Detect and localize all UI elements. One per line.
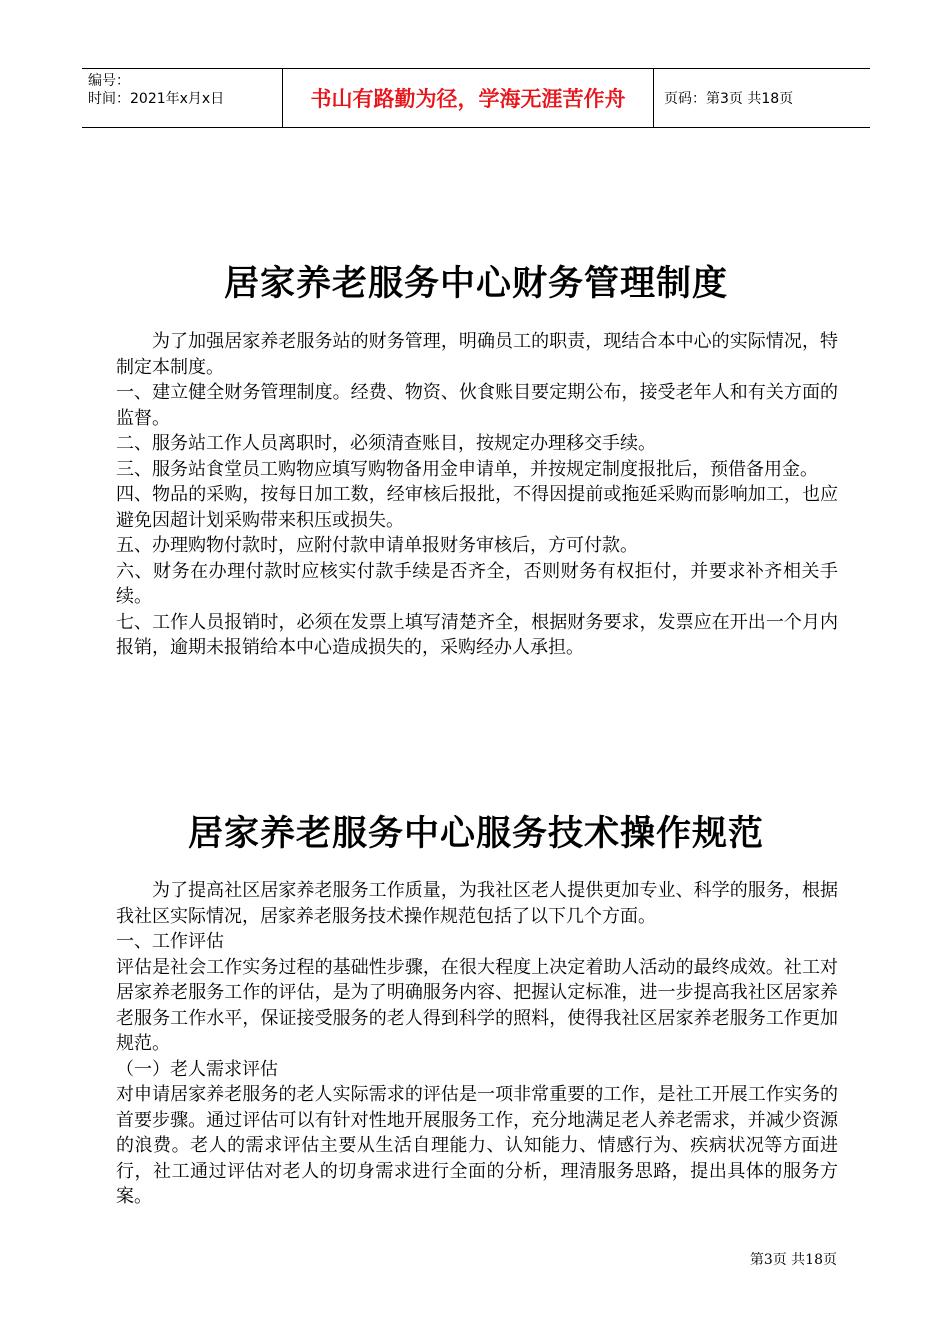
page-footer: 第3页 共18页: [749, 1252, 837, 1268]
section1-body: [116, 329, 838, 661]
section1-item-4: 四、物品的采购，按每日加工数，经审核后报批，不得因提前或拖延采购而影响加工，也应避免因超计划采购带来积压或损失。: [116, 484, 838, 531]
header-motto: 书山有路勤为径，学海无涯苦作舟: [282, 69, 654, 127]
section1-item-5: 五、办理购物付款时，应附付款申请单报财务审核后，方可付款。: [116, 535, 638, 556]
section1-intro: 为了加强居家养老服务站的财务管理，明确员工的职责，现结合本中心的实际情况，特制定本制度。: [116, 331, 838, 378]
section1-item-2: 二、服务站工作人员离职时，必须清查账目，按规定办理移交手续。: [116, 433, 656, 454]
section2-title: 居家养老服务中心服务技术操作规范: [187, 813, 764, 854]
section1-item-6: 六、财务在办理付款时应核实付款手续是否齐全，否则财务有权拒付，并要求补齐相关手续。: [116, 560, 838, 607]
section1-item-3: 三、服务站食堂员工购物应填写购物备用金申请单，并按规定制度报批后，预借备用金。: [116, 458, 818, 480]
section2-heading-evaluation: 一、工作评估: [116, 931, 224, 952]
section1-item-7: 七、工作人员报销时，必须在发票上填写清楚齐全，根据财务要求，发票应在开出一个月内报销，逾期未报销给本中心造成损失的，采购经办人承担。: [116, 611, 838, 658]
section2-needs-text: 对申请居家养老服务的老人实际需求的评估是一项非常重要的工作，是社工开展工作实务的首要步骤。通过评估可以有针对性地开展服务工作，充分地满足老人养老需求，并减少资源的浪费。老人的需求评估主要从生活自理能力、认知能力、情感行为、疾病状况等方面进行，社工通过评估对老人的切身需求进行全面的分析，理清服务思路，提出具体的服务方案。: [116, 1084, 838, 1207]
section2-subheading-needs: （一）老人需求评估: [116, 1058, 278, 1080]
header-meta: [82, 69, 282, 127]
header-page-code: 页码：第3页 共18页: [664, 91, 794, 107]
page-header: [82, 68, 870, 128]
section2-body: [116, 878, 838, 1210]
document-number: 编号：: [88, 73, 130, 89]
section2-evaluation-text: 评估是社会工作实务过程的基础性步骤，在很大程度上决定着助人活动的最终成效。社工对居家养老服务工作的评估，是为了明确服务内容、把握认定标准，进一步提高我社区居家养老服务工作水平，保证接受服务的老人得到科学的照料，使得我社区居家养老服务工作更加规范。: [116, 956, 838, 1054]
section2-intro: 为了提高社区居家养老服务工作质量，为我社区老人提供更加专业、科学的服务，根据我社区实际情况，居家养老服务技术操作规范包括了以下几个方面。: [116, 880, 838, 927]
section1-title: 居家养老服务中心财务管理制度: [223, 263, 728, 304]
document-date: 时间：2021年x月x日: [88, 91, 225, 107]
section1-item-1: 一、建立健全财务管理制度。经费、物资、伙食账目要定期公布，接受老年人和有关方面的监督。: [116, 382, 838, 429]
